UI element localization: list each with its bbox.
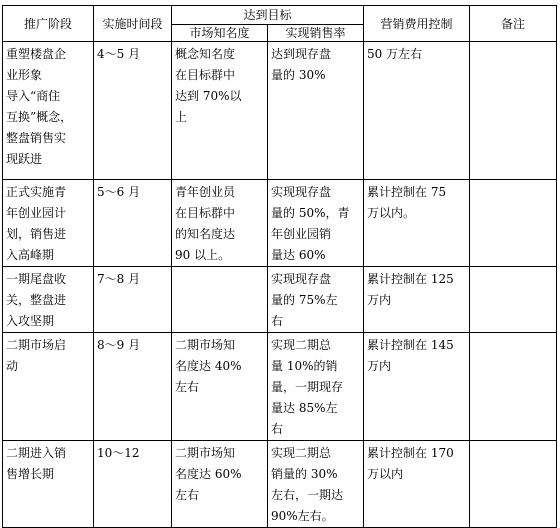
stage-text: 重塑楼盘企 业形象 导入“商住 互换”概念， 整盘销售实 现跃进: [6, 47, 73, 166]
stage-text: 一期尾盘收 关，整盘进 入攻坚期: [6, 272, 67, 328]
time-text: 5～6 月: [97, 185, 141, 199]
sales-text: 实现二期总 量 10%的销 量，一期现存 量达 85%左 右: [271, 338, 344, 436]
stage-text: 二期市场启 动: [6, 338, 67, 373]
cell-cost: [364, 180, 470, 267]
cell-sales: [268, 441, 364, 528]
cell-cost: [364, 441, 470, 528]
cell-awareness: [172, 441, 268, 528]
cell-time: [94, 267, 172, 333]
cell-cost: [364, 42, 470, 180]
cell-notes: [470, 267, 557, 333]
header-time: 实施时间段: [94, 6, 172, 42]
cell-time: [94, 180, 172, 267]
sales-text: 实现现存盘 量的 50%，青 年创业园销 量达 60%: [271, 185, 350, 262]
cell-awareness: [172, 267, 268, 333]
cell-stage: [3, 42, 94, 180]
header-row: [3, 6, 557, 25]
header-stage: 推广阶段: [3, 6, 94, 42]
cell-stage: [3, 180, 94, 267]
cell-time: [94, 333, 172, 441]
marketing-plan-table: [2, 5, 557, 528]
cell-stage: [3, 333, 94, 441]
header-notes: 备注: [470, 6, 557, 42]
table-row: [3, 42, 557, 180]
time-text: 7～8 月: [97, 272, 141, 286]
cell-stage: [3, 267, 94, 333]
cell-awareness: [172, 333, 268, 441]
cell-stage: [3, 441, 94, 528]
cell-sales: [268, 180, 364, 267]
header-cost: 营销费用控制: [364, 6, 470, 42]
cell-sales: [268, 267, 364, 333]
sales-text: 达到现存盘 量的 30%: [271, 47, 332, 82]
table-row: [3, 441, 557, 528]
cell-sales: [268, 333, 364, 441]
time-text: 8～9 月: [97, 338, 141, 352]
cell-notes: [470, 333, 557, 441]
cost-text: 累计控制在 125 万内: [367, 272, 454, 307]
table-row: [3, 267, 557, 333]
cell-time: [94, 441, 172, 528]
awareness-text: 二期市场知 名度达 40% 左右: [175, 338, 242, 394]
table-row: [3, 180, 557, 267]
time-text: 10～12: [97, 446, 140, 460]
time-text: 4～5 月: [97, 47, 141, 61]
cost-text: 50 万左右: [367, 47, 423, 61]
stage-text: 二期进入销 售增长期: [6, 446, 67, 481]
cell-awareness: [172, 42, 268, 180]
cell-time: [94, 42, 172, 180]
awareness-text: 二期市场知 名度达 60% 左右: [175, 446, 242, 502]
cell-notes: [470, 42, 557, 180]
cell-cost: [364, 333, 470, 441]
cell-awareness: [172, 180, 268, 267]
header-goal: 达到目标: [172, 6, 364, 25]
cost-text: 累计控制在 145 万内: [367, 338, 454, 373]
header-awareness: 市场知名度: [172, 25, 268, 42]
cell-cost: [364, 267, 470, 333]
marketing-plan-table-wrapper: [2, 5, 557, 528]
cost-text: 累计控制在 75 万以内。: [367, 185, 447, 220]
sales-text: 实现现存盘 量的 75%左 右: [271, 272, 338, 328]
sales-text: 实现二期总 销量的 30% 左右，一期达 90%左右。: [271, 446, 344, 523]
cell-notes: [470, 180, 557, 267]
table-row: [3, 333, 557, 441]
awareness-text: 青年创业员 在目标群中 的知名度达 90 以上。: [175, 185, 236, 262]
awareness-text: 概念知名度 在目标群中 达到 70%以 上: [175, 47, 242, 124]
stage-text: 正式实施青 年创业园计 划，销售进 入高峰期: [6, 185, 67, 262]
cell-sales: [268, 42, 364, 180]
header-sales: 实现销售率: [268, 25, 364, 42]
cost-text: 累计控制在 170 万以内: [367, 446, 454, 481]
cell-notes: [470, 441, 557, 528]
